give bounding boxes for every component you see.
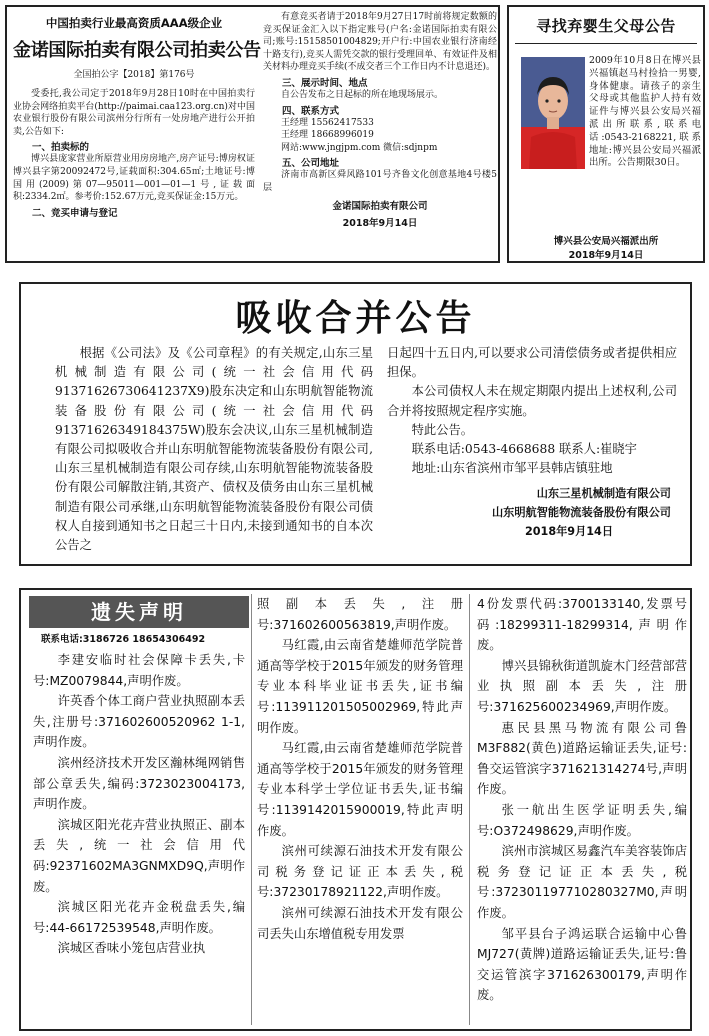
lost-declaration-item: 滨州市滨城区易鑫汽车美容装饰店税务登记证正本丢失,税号:37230119771028032​7M0,声明作废。: [477, 844, 687, 920]
auction-section-3-title: 三、展示时间、地点: [282, 77, 368, 89]
auction-contact-2: 王经理 18668996019: [281, 130, 374, 141]
merger-address: 地址:山东省滨州市邹平县韩店镇驻地: [411, 461, 613, 476]
lost-declaration-item: 滨州可续源石油技术开发有限公司丢失山东增值税专用发票: [257, 905, 463, 941]
auction-org-tagline: 中国拍卖行业最高资质AAA级企业: [45, 16, 223, 30]
lost-column-1: [33, 650, 245, 1028]
lost-declaration-item: 4份发票代码:3700133140,发票号码:18299311-18299314,声明作废。: [477, 597, 687, 653]
merger-paragraph-1: 根据《公司法》及《公司章程》的有关规定,山东三星机械制造有限公司(统一社会信用代码91371626730641237X9)股东决定和山东明航智能物流装备股份有限公司(统一社会信用代码91371626349184375W)股东会决议,山东三星机械制造有限公司拟吸收合并山东明航智能物流装备股份有限公司,山东三星机械制造有限公司存续,山东明航智能物流装备股份有限公司解散注销,其资产、债权及债务由山东三星机械制造有限公司承继,山东明航智能物流装备股份有限公司债权人自接到通知书之日起三十日内,未接到通知书的自本次公告之: [55, 346, 373, 553]
lost-column-3: [477, 594, 687, 1028]
merger-paragraph-1-continued: 日起四十五日内,可以要求公司清偿债务或者提供相应担保。: [387, 346, 677, 380]
merger-column-left: [55, 344, 373, 555]
auction-intro: 受委托,我公司定于2018年9月28日10时在中国拍卖行业协会网络拍卖平台(http://paimai.caa123.org.cn)对中国农业银行股份有限公司滨州分行所有一处房地产进行公开拍卖,公告如下:: [13, 89, 255, 137]
title-divider: [515, 43, 697, 44]
auction-contact-1: 王经理 15562417533: [281, 117, 374, 128]
lost-declaration-item: 邹平县台子鸿运联合运输中心鲁MJ727(黄牌)道路运输证丢失,证号:鲁交运管滨字371626300179,声明作废。: [477, 926, 687, 1003]
auction-website: 网站:www.jngjpm.com 微信:sdjnpm: [281, 142, 438, 153]
auction-notice: [5, 5, 500, 263]
foundling-notice-signature: 博兴县公安局兴福派出所: [553, 236, 659, 247]
lost-declaration-item: 滨城区香味小笼包店营业执: [57, 941, 206, 956]
auction-column-left: [13, 11, 261, 219]
merger-date: 2018年9月14日: [524, 525, 614, 539]
auction-doc-number: 全国拍公字【2018】第176号: [73, 70, 195, 80]
merger-signature-1: 山东三星机械制造有限公司: [536, 487, 671, 501]
lost-declarations-title: 遗失声明: [29, 596, 249, 628]
lost-declaration-item: 张一航出生医学证明丢失,编号:O372498629,声明作废。: [477, 802, 687, 838]
lost-column-2: [257, 594, 463, 1028]
auction-section-1-title: 一、拍卖标的: [32, 142, 90, 154]
auction-headline: 金诺国际拍卖有限公司拍卖公告: [13, 40, 261, 61]
lost-declaration-item: 滨州经济技术开发区瀚林绳网销售部公章丢失,编码:3723023004173,声明作废。: [33, 755, 245, 812]
auction-section-5-title: 五、公司地址: [282, 158, 340, 170]
lost-declaration-item: 李建安临时社会保障卡丢失,卡号:MZ0079844,声明作废。: [33, 653, 245, 688]
lost-declaration-item: 滨城区阳光花卉金税盘丢失,编号:44-66172539548,声明作废。: [33, 900, 245, 935]
lost-declaration-item: 照副本丢失,注册号:371602600563819,声明作废。: [257, 597, 463, 632]
auction-section-2-title: 二、竞买申请与登记: [32, 207, 118, 219]
lost-declaration-item: 滨州可续源石油技术开发有限公司税务登记证正本丢失,税号:37230178921122,声明作废。: [257, 844, 463, 900]
lost-declaration-item: 博兴县锦秋街道凯旋木门经营部营业执照副本丢失,注册号:371625600234969,声明作废。: [477, 658, 687, 714]
auction-column-right: [263, 11, 497, 229]
lost-declarations-phone: 联系电话:3186726 18654306492: [41, 634, 206, 645]
lost-declaration-item: 马红霞,由云南省楚雄师范学院普通高等学校于2015年颁发的财务管理专业本科毕业证书丢失,证书编号:113911201505002969,特此声明作废。: [257, 638, 463, 735]
foundling-notice: [507, 5, 705, 263]
foundling-notice-title: 寻找弃婴生父母公告: [536, 17, 676, 35]
foundling-notice-date: 2018年9月14日: [568, 250, 644, 261]
auction-section-4-title: 四、联系方式: [282, 105, 340, 117]
merger-signature-2: 山东明航智能物流装备股份有限公司: [491, 506, 671, 520]
merger-paragraph-3: 特此公告。: [411, 422, 474, 437]
auction-section-2-body: 有意竞买者请于2018年9月27日17时前将规定数额的竞买保证金汇入以下指定账号(户名:金诺国际拍卖有限公司;账号:15158501004829;开户行:中国农业银行济南经十路支行),竞买人需凭交款的银行受理回单、有效证件及相关材料办理竞买手续(不成交者三个工作日内不计息退还)。: [263, 12, 497, 73]
lost-declarations-header: [29, 596, 249, 648]
merger-column-right: [387, 344, 677, 541]
lost-declaration-item: 马红霞,由云南省楚雄师范学院普通高等学校于2015年颁发的财务管理专业本科学士学位证书丢失,证书编号:1139142015900019,特此声明作废。: [257, 741, 463, 838]
merger-contact: 联系电话:0543-4668688 联系人:崔晓宇: [411, 442, 637, 457]
merger-notice: [19, 282, 692, 566]
foundling-notice-text: 2009年10月8日在博兴县兴福镇赵马村捡拾一男婴,身体健康。请孩子的亲生父母或其他监护人持有效证件与博兴县公安局兴福派出所联系,联系电话:0543-2168221,联系地址:博兴县公安局兴福派出所。公告期限30日。: [589, 55, 701, 169]
merger-paragraph-2: 本公司债权人未在规定期限内提出上述权利,公司合并将按照规定程序实施。: [387, 384, 677, 418]
lost-declaration-item: 许英香个体工商户营业执照副本丢失,注册号:371602600520962 1-1,声明作废。: [33, 694, 245, 750]
column-divider: [251, 594, 252, 1025]
lost-declaration-item: 惠民县黑马物流有限公司鲁M3F882(黄色)道路运输证丢失,证号:鲁交运管滨字371621314274号,声明作废。: [477, 720, 687, 797]
lost-declaration-item: 滨城区阳光花卉营业执照正、副本丢失,统一社会信用代码:92371602MA3GNMXD9Q,声明作废。: [33, 817, 245, 894]
auction-address: 济南市高新区舜风路101号齐鲁文化创意基地4号楼5层: [263, 170, 497, 193]
lost-declarations: [19, 588, 692, 1031]
auction-date: 2018年9月14日: [342, 217, 418, 229]
auction-section-3-body: 自公告发布之日起标的所在地现场展示。: [281, 89, 444, 100]
merger-notice-title: 吸收合并公告: [235, 298, 476, 339]
auction-section-1-body: 博兴县庞家营业所原营业用房房地产,房产证号:博房权证博兴县字第20092472号,证载面积:304.65㎡;土地证号:博国用(2009)第07—95011—001—01—1号,证载面积:2334.2㎡。参考价:152.67万元,竞买保证金:15万元。: [13, 154, 255, 203]
auction-signature: 金诺国际拍卖有限公司: [332, 200, 428, 212]
column-divider: [469, 594, 470, 1025]
foundling-notice-body: [517, 55, 701, 171]
